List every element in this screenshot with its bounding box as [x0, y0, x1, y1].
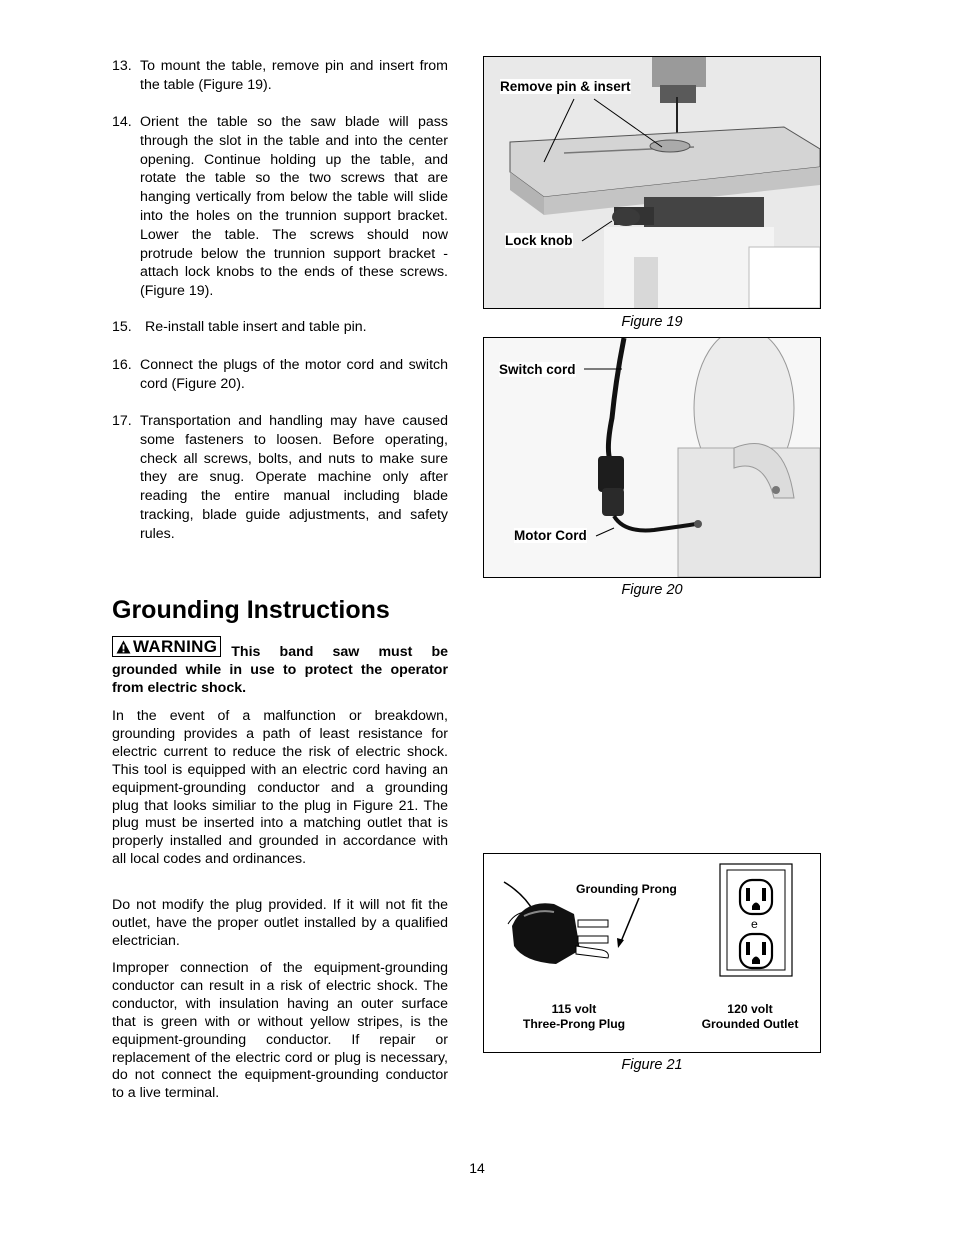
- grounding-paragraph-2: Do not modify the plug provided. If it will not fit the outlet, have the proper outlet installed by a qualified electrician.: [112, 897, 448, 949]
- step-text: Orient the table so the saw blade will pass through the slot in the table and into the center opening. Continue holding up the table, and rotate the table so the two screws that are hanging vertically from below the table will slide into the holes on the trunnion support bracket. Lower the table. The screws should now protrude below the trunnion support bracket - attach lock knobs to the ends of these screws. (Figure 19).: [140, 114, 448, 300]
- warning-badge-label: WARNING: [133, 637, 218, 656]
- step-13: [112, 57, 448, 95]
- figure-21-caption: Figure 21: [621, 1057, 683, 1073]
- figure-20-label-motor: Motor Cord: [514, 528, 587, 543]
- figure-21-plug-label: [514, 1002, 634, 1032]
- step-number: 16.: [112, 357, 132, 373]
- plug-label-line-2: Three-Prong Plug: [522, 1017, 626, 1031]
- figure-19-photo: [483, 56, 821, 309]
- figure-21-outlet-label: [690, 1002, 810, 1032]
- warning-text: This band saw must be grounded while in use to protect the operator from electric shock.: [112, 643, 448, 696]
- step-number: 17.: [112, 413, 132, 429]
- figure-19-caption: Figure 19: [621, 314, 683, 330]
- band-saw-table-image: [484, 57, 820, 308]
- section-heading: Grounding Instructions: [112, 596, 390, 624]
- warning-block: [112, 636, 448, 698]
- figure-21-diagram: [483, 853, 821, 1053]
- step-text: To mount the table, remove pin and insert from the table (Figure 19).: [140, 58, 448, 93]
- step-14: [112, 113, 448, 301]
- step-text: Re-install table insert and table pin.: [145, 319, 367, 335]
- grounding-paragraph-1: In the event of a malfunction or breakdown, grounding provides a path of least resistance for electric current to reduce the risk of electric shock. This tool is equipped with an electric cord having an equipment-grounding conductor and a grounding plug that looks similiar to the plug in Figure 21. The plug must be inserted into a matching outlet that is properly installed and grounded in accordance with all local codes and ordinances.: [112, 708, 448, 868]
- outlet-screw-mark: e: [751, 917, 758, 931]
- figure-20-caption: Figure 20: [621, 582, 683, 598]
- outlet-label-line-2: Grounded Outlet: [701, 1017, 799, 1031]
- figure-20-photo: [483, 337, 821, 578]
- step-17: [112, 412, 448, 544]
- step-number: 15.: [112, 319, 132, 335]
- step-text: Transportation and handling may have caused some fasteners to loosen. Before operating, check all screws, bolts, and nuts to make sure they are snug. Operate machine only after reading the entire manual including blade tracking, blade guide adjustments, and safety rules.: [140, 413, 448, 542]
- warning-badge: [112, 636, 221, 657]
- grounding-paragraph-3: Improper connection of the equipment-grounding conductor can result in a risk of electric shock. The conductor, with insulation having an outer surface that is green with or without yellow stripes, is the equipment-grounding conductor. If repair or replacement of the electric cord or plug is necessary, do not connect the equipment-grounding conductor to a live terminal.: [112, 960, 448, 1102]
- figure-21-label-prong: Grounding Prong: [576, 882, 677, 896]
- figure-19-label-pin: Remove pin & insert: [500, 79, 631, 94]
- outlet-label-line-1: 120 volt: [727, 1002, 773, 1016]
- plug-label-line-1: 115 volt: [551, 1002, 597, 1016]
- page-number: 14: [469, 1160, 485, 1176]
- figure-19-label-knob: Lock knob: [505, 233, 573, 248]
- warning-triangle-icon: [116, 640, 131, 654]
- figure-20-label-switch: Switch cord: [499, 362, 576, 377]
- step-number: 14.: [112, 114, 132, 130]
- step-16: [112, 356, 448, 394]
- step-text: Connect the plugs of the motor cord and switch cord (Figure 20).: [140, 357, 448, 392]
- step-15: [112, 318, 448, 337]
- step-number: 13.: [112, 58, 132, 74]
